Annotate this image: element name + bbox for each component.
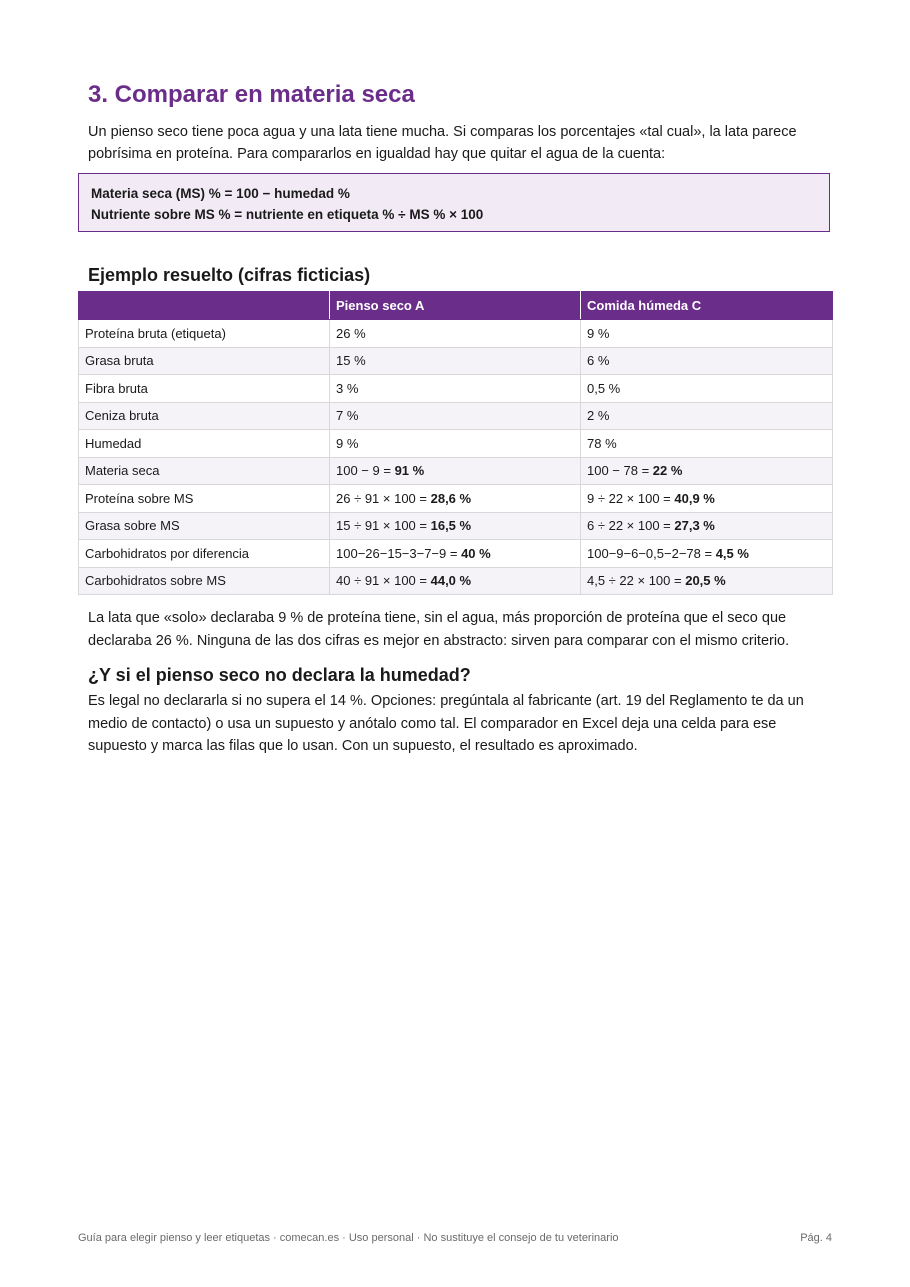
cell-dry-food <box>330 485 581 513</box>
cell-calculation: 9 ÷ 22 × 100 = <box>587 490 675 506</box>
cell-result: 22 % <box>652 463 683 479</box>
table-header-dry-food: Pienso seco A <box>330 292 581 320</box>
cell-wet-food <box>581 402 833 430</box>
row-label: Fibra bruta <box>79 375 330 403</box>
cell-calculation: 15 % <box>336 353 366 369</box>
table-row <box>79 540 833 568</box>
row-label: Materia seca <box>79 457 330 485</box>
cell-dry-food <box>330 430 581 458</box>
cell-calculation: 3 % <box>336 380 359 396</box>
intro-paragraph: Un pienso seco tiene poca agua y una lata tiene mucha. Si comparas los porcentajes «tal cual», la lata parece pobrísima en proteína. Para compararlos en igualdad hay que quitar el agua de la cuenta: <box>88 124 797 162</box>
cell-result: 20,5 % <box>685 573 726 589</box>
cell-wet-food <box>581 320 833 348</box>
cell-dry-food <box>330 320 581 348</box>
cell-calculation: 40 ÷ 91 × 100 = <box>336 573 431 589</box>
cell-calculation: 0,5 % <box>587 380 621 396</box>
cell-calculation: 100−9−6−0,5−2−78 = <box>587 545 716 561</box>
cell-wet-food <box>581 567 833 595</box>
cell-result: 16,5 % <box>430 518 472 534</box>
cell-calculation: 26 % <box>336 325 366 341</box>
row-label: Carbohidratos por diferencia <box>79 540 330 568</box>
cell-calculation: 9 % <box>587 325 610 341</box>
row-label: Carbohidratos sobre MS <box>79 567 330 595</box>
cell-wet-food <box>581 457 833 485</box>
cell-wet-food <box>581 375 833 403</box>
table-row <box>79 347 833 375</box>
row-label: Grasa bruta <box>79 347 330 375</box>
example-heading: Ejemplo resuelto (cifras ficticias) <box>88 265 371 285</box>
table-row <box>79 320 833 348</box>
row-label: Proteína bruta (etiqueta) <box>79 320 330 348</box>
cell-dry-food <box>330 540 581 568</box>
cell-result: 40,9 % <box>674 490 715 506</box>
footer-text: Guía para elegir pienso y leer etiquetas · comecan.es · Uso personal · No sustituye el consejo de tu veterinario <box>78 1232 619 1244</box>
cell-calculation: 100 − 78 = <box>587 463 653 479</box>
page-number: Pág. 4 <box>800 1232 832 1244</box>
conclusion-paragraph: La lata que «solo» declaraba 9 % de proteína tiene, sin el agua, más proporción de proteína que el seco que declaraba 26 %. Ninguna de las dos cifras es mejor en abstracto: sirven para comparar con el mismo criterio. <box>88 610 790 649</box>
cell-result: 28,6 % <box>430 490 472 506</box>
cell-calculation: 78 % <box>587 435 617 451</box>
cell-calculation: 6 % <box>587 353 610 369</box>
cell-result: 40 % <box>461 545 491 561</box>
cell-wet-food <box>581 485 833 513</box>
cell-calculation: 9 % <box>336 435 359 451</box>
cell-calculation: 7 % <box>336 408 359 424</box>
cell-result: 44,0 % <box>430 573 472 589</box>
formula-nutrient-dm: Nutriente sobre MS % = nutriente en etiqueta % ÷ MS % × 100 <box>91 207 484 222</box>
table-header-wet-food: Comida húmeda C <box>581 292 833 320</box>
cell-wet-food <box>581 540 833 568</box>
cell-wet-food <box>581 512 833 540</box>
cell-calculation: 4,5 ÷ 22 × 100 = <box>587 573 686 589</box>
cell-dry-food <box>330 375 581 403</box>
cell-wet-food <box>581 430 833 458</box>
cell-result: 27,3 % <box>674 518 715 534</box>
table-header-label <box>79 292 330 320</box>
row-label: Humedad <box>79 430 330 458</box>
table-header-row <box>79 292 833 320</box>
table-row <box>79 567 833 595</box>
cell-dry-food <box>330 347 581 375</box>
cell-calculation: 6 ÷ 22 × 100 = <box>587 518 675 534</box>
cell-result: 91 % <box>394 463 425 479</box>
answer-paragraph: Es legal no declararla si no supera el 14 %. Opciones: pregúntala al fabricante (art. 19 del Reglamento te da un medio de contacto) o usa un supuesto y anótalo como tal. El comparador en Excel deja una celda para ese supuesto y marca las filas que lo usan. Con un supuesto, el resultado es aproximado. <box>88 693 804 754</box>
row-label: Ceniza bruta <box>79 402 330 430</box>
table-row <box>79 375 833 403</box>
section-title: 3. Comparar en materia seca <box>88 81 415 108</box>
cell-wet-food <box>581 347 833 375</box>
cell-dry-food <box>330 402 581 430</box>
cell-calculation: 100 − 9 = <box>336 463 395 479</box>
cell-dry-food <box>330 457 581 485</box>
formula-dry-matter: Materia seca (MS) % = 100 − humedad % <box>91 186 350 201</box>
row-label: Grasa sobre MS <box>79 512 330 540</box>
table-row <box>79 402 833 430</box>
cell-calculation: 26 ÷ 91 × 100 = <box>336 490 431 506</box>
cell-calculation: 15 ÷ 91 × 100 = <box>336 518 431 534</box>
example-table <box>78 291 833 595</box>
table-row <box>79 430 833 458</box>
table-row <box>79 485 833 513</box>
cell-calculation: 2 % <box>587 408 610 424</box>
formula-box <box>78 173 830 232</box>
cell-dry-food <box>330 512 581 540</box>
question-heading: ¿Y si el pienso seco no declara la humedad? <box>88 665 471 685</box>
row-label: Proteína sobre MS <box>79 485 330 513</box>
cell-dry-food <box>330 567 581 595</box>
table-row <box>79 457 833 485</box>
table-row <box>79 512 833 540</box>
cell-calculation: 100−26−15−3−7−9 = <box>336 545 462 561</box>
cell-result: 4,5 % <box>715 545 749 561</box>
